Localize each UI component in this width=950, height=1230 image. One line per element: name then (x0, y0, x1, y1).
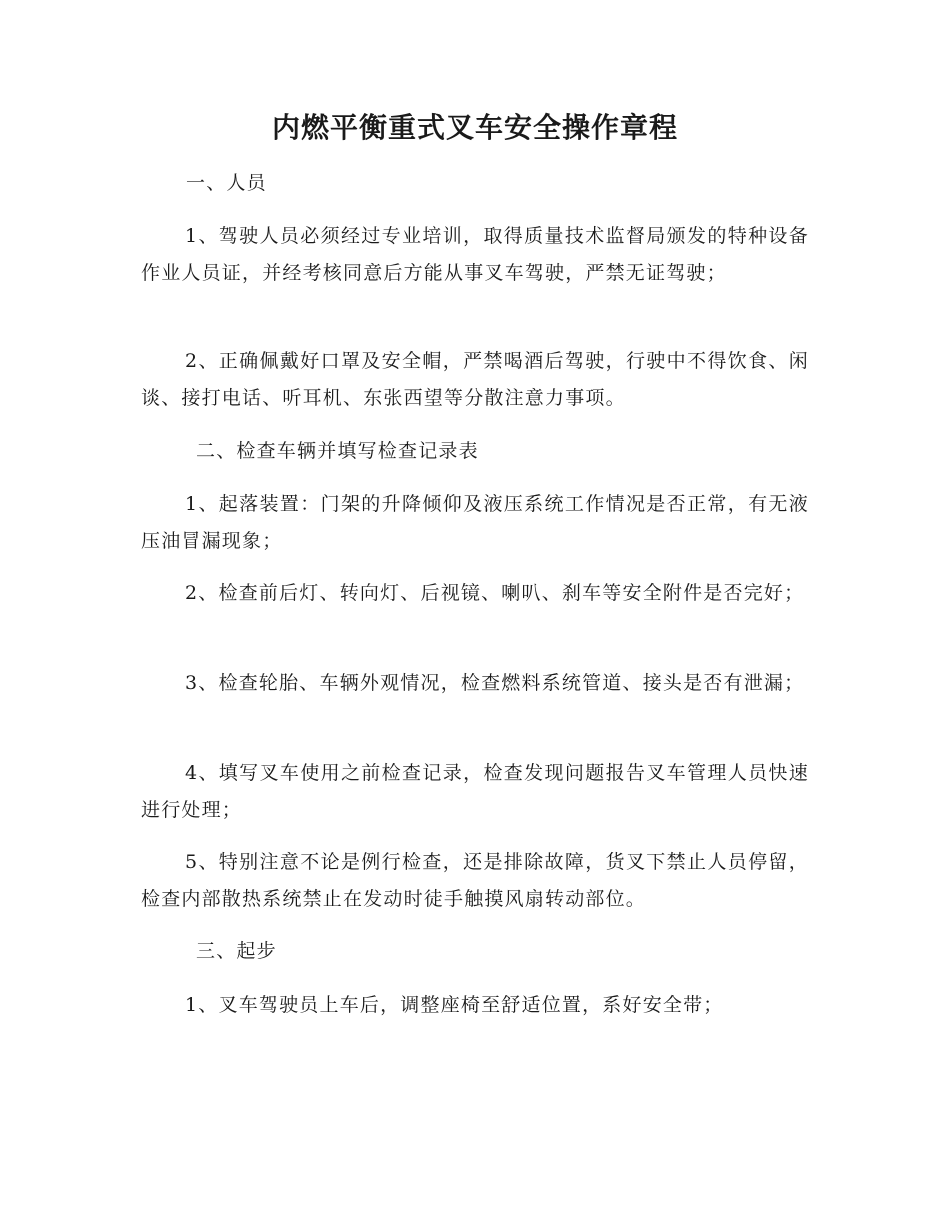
paragraph: 2、检查前后灯、转向灯、后视镜、喇叭、刹车等安全附件是否完好； (185, 582, 805, 604)
section-heading-personnel: 一、人员 (186, 172, 267, 194)
paragraph: 3、检查轮胎、车辆外观情况，检查燃料系统管道、接头是否有泄漏； (185, 672, 805, 694)
document-title: 内燃平衡重式叉车安全操作章程 (271, 111, 678, 144)
paragraph: 1、驾驶人员必须经过专业培训，取得质量技术监督局颁发的特种设备作业人员证，并经考核同意后方能从事叉车驾驶，严禁无证驾驶； (141, 225, 809, 284)
section-heading-start: 三、起步 (196, 940, 277, 962)
paragraph: 5、特别注意不论是例行检查，还是排除故障，货叉下禁止人员停留，检查内部散热系统禁止在发动时徒手触摸风扇转动部位。 (141, 851, 809, 910)
paragraph: 1、起落装置：门架的升降倾仰及液压系统工作情况是否正常，有无液压油冒漏现象； (141, 493, 809, 552)
paragraph: 2、正确佩戴好口罩及安全帽，严禁喝酒后驾驶，行驶中不得饮食、闲谈、接打电话、听耳机、东张西望等分散注意力事项。 (141, 350, 809, 409)
paragraph: 4、填写叉车使用之前检查记录，检查发现问题报告叉车管理人员快速进行处理； (141, 762, 809, 821)
paragraph: 1、叉车驾驶员上车后，调整座椅至舒适位置，系好安全带； (185, 994, 724, 1016)
section-heading-inspection: 二、检查车辆并填写检查记录表 (196, 440, 479, 462)
